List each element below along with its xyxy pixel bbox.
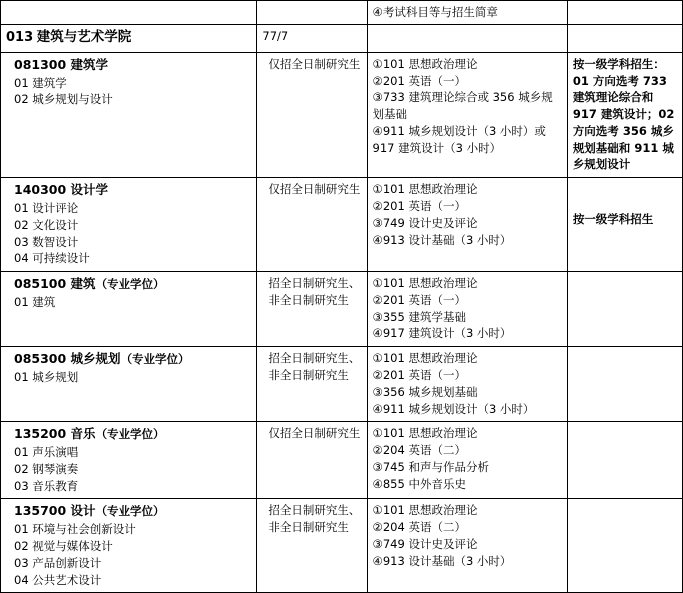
major-cell xyxy=(1,178,257,272)
major-cell xyxy=(1,422,257,499)
major-code: 085300 xyxy=(14,351,67,367)
exam-subjects-cell xyxy=(367,347,567,422)
exam-subjects-cell xyxy=(367,272,567,347)
list-item: ①101 思想政治理论 xyxy=(372,56,478,71)
department-name: 建筑与艺术学院 xyxy=(36,29,132,46)
list-item: ②201 英语（一） xyxy=(372,199,466,214)
note-cell xyxy=(567,272,682,347)
major-name: 音乐 xyxy=(70,426,96,442)
direction-list xyxy=(6,521,252,588)
list-item: ①101 思想政治理论 xyxy=(372,276,478,291)
list-item: ②204 英语（二） xyxy=(372,443,466,458)
major-code: 081300 xyxy=(14,56,67,72)
exam-subjects-cell xyxy=(367,52,567,177)
list-item: 01 城乡规划 xyxy=(14,370,79,384)
department-code: 013 xyxy=(6,30,34,46)
major-cell xyxy=(1,52,257,177)
list-item: ④911 城乡规划设计（3 小时）或 917 建筑设计（3 小时） xyxy=(372,123,546,155)
major-degree: （专业学位） xyxy=(95,504,165,519)
direction-list xyxy=(6,75,252,109)
note-cell xyxy=(567,347,682,422)
major-heading xyxy=(6,275,252,293)
major-heading xyxy=(6,181,252,199)
list-item: 01 环境与社会创新设计 xyxy=(14,522,136,537)
list-item: 01 建筑 xyxy=(14,294,56,309)
table-row xyxy=(1,422,683,499)
exam-list xyxy=(373,350,563,417)
major-name: 建筑 xyxy=(70,276,96,292)
table-row xyxy=(1,178,683,272)
department-count: 77/7 xyxy=(257,25,367,52)
list-item: 04 公共艺术设计 xyxy=(14,572,102,587)
exam-list xyxy=(373,181,563,248)
list-item: ③356 城乡规划基础 xyxy=(372,384,478,399)
partial-cell-note xyxy=(567,1,682,25)
study-mode-text: 招全日制研究生、非全日制研究生 xyxy=(268,276,361,307)
list-item: 02 钢琴演奏 xyxy=(14,461,79,476)
exam-subjects-cell xyxy=(367,178,567,272)
department-header-row xyxy=(1,25,683,52)
list-item: ④913 设计基础（3 小时） xyxy=(372,553,512,568)
major-heading xyxy=(6,350,252,368)
major-name: 设计学 xyxy=(70,182,109,198)
list-item: 02 视觉与媒体设计 xyxy=(14,539,113,553)
table-row xyxy=(1,347,683,422)
major-name: 城乡规划 xyxy=(70,351,121,367)
major-code: 140300 xyxy=(14,182,67,198)
list-item: ②204 英语（二） xyxy=(372,520,466,535)
list-item: ④917 建筑设计（3 小时） xyxy=(372,326,512,341)
list-item: ②201 英语（一） xyxy=(372,368,466,383)
list-item: 01 设计评论 xyxy=(14,201,79,215)
exam-subjects-cell xyxy=(367,499,567,593)
major-name: 设计 xyxy=(70,503,96,519)
partial-cell-exam: ④考试科目等与招生简章 xyxy=(367,1,567,25)
study-mode-text: 仅招全日制研究生 xyxy=(268,56,361,71)
list-item: 01 声乐演唱 xyxy=(14,445,79,460)
note-cell xyxy=(567,178,682,272)
study-mode-cell xyxy=(257,347,367,422)
list-item: 01 建筑学 xyxy=(14,75,67,90)
major-cell xyxy=(1,347,257,422)
list-item: 03 数智设计 xyxy=(14,234,79,249)
list-item: ③749 设计史及评论 xyxy=(372,215,478,230)
major-code: 085100 xyxy=(14,276,67,292)
list-item: ①101 思想政治理论 xyxy=(372,503,478,518)
list-item: ②201 英语（一） xyxy=(372,73,466,88)
study-mode-cell xyxy=(257,178,367,272)
major-name: 建筑学 xyxy=(70,56,109,72)
study-mode-text: 仅招全日制研究生 xyxy=(268,426,361,441)
list-item: ①101 思想政治理论 xyxy=(372,182,478,197)
direction-list xyxy=(6,444,252,494)
study-mode-text: 招全日制研究生、非全日制研究生 xyxy=(268,503,361,535)
list-item: ④913 设计基础（3 小时） xyxy=(372,232,512,247)
study-mode-cell xyxy=(257,422,367,499)
study-mode-text: 仅招全日制研究生 xyxy=(268,182,361,197)
major-heading xyxy=(6,502,252,520)
direction-list xyxy=(6,294,252,311)
study-mode-cell xyxy=(257,499,367,593)
department-note-blank xyxy=(567,25,682,52)
note-cell xyxy=(567,52,682,177)
list-item: 03 产品创新设计 xyxy=(14,555,102,570)
major-degree: （专业学位） xyxy=(120,352,190,367)
table-row-partial-top xyxy=(1,1,683,25)
exam-subjects-cell xyxy=(367,422,567,499)
list-item: ②201 英语（一） xyxy=(372,292,466,307)
exam-list xyxy=(373,502,563,569)
table-row xyxy=(1,272,683,347)
department-exam-blank xyxy=(367,25,567,52)
note-text: 按一级学科招生 xyxy=(572,212,654,227)
partial-cell-mode xyxy=(257,1,367,25)
department-title-cell xyxy=(1,25,257,52)
list-item: 02 文化设计 xyxy=(14,217,79,232)
table-row xyxy=(1,499,683,593)
list-item: ③733 建筑理论综合或 356 城乡规划基础 xyxy=(372,90,553,122)
exam-list xyxy=(373,275,563,342)
list-item: 03 音乐教育 xyxy=(14,478,79,493)
study-mode-text: 招全日制研究生、非全日制研究生 xyxy=(268,351,361,383)
study-mode-cell xyxy=(257,272,367,347)
major-degree: （专业学位） xyxy=(95,427,165,442)
note-cell xyxy=(567,499,682,593)
list-item: ③749 设计史及评论 xyxy=(372,537,478,552)
direction-list xyxy=(6,200,252,267)
list-item: ①101 思想政治理论 xyxy=(372,426,478,441)
exam-list xyxy=(373,56,563,157)
major-code: 135700 xyxy=(14,503,67,519)
list-item: ③745 和声与作品分析 xyxy=(372,459,489,474)
note-cell xyxy=(567,422,682,499)
exam-list xyxy=(373,425,563,492)
note-text: 按一级学科招生：01 方向选考 733 建筑理论综合和 917 建筑设计；02 方向选考 356 城乡规划基础和 911 城乡规划设计 xyxy=(572,56,675,172)
major-code: 135200 xyxy=(14,426,67,442)
major-degree: （专业学位） xyxy=(95,277,165,292)
list-item: ④911 城乡规划设计（3 小时） xyxy=(372,401,535,416)
partial-cell-major xyxy=(1,1,257,25)
study-mode-cell xyxy=(257,52,367,177)
major-cell xyxy=(1,499,257,593)
table-row xyxy=(1,52,683,177)
list-item: 02 城乡规划与设计 xyxy=(14,92,113,107)
direction-list xyxy=(6,369,252,386)
list-item: 04 可持续设计 xyxy=(14,251,90,266)
major-cell xyxy=(1,272,257,347)
list-item: ③355 建筑学基础 xyxy=(372,309,466,324)
list-item: ①101 思想政治理论 xyxy=(372,351,478,366)
major-heading xyxy=(6,425,252,443)
list-item: ④855 中外音乐史 xyxy=(372,476,466,491)
major-heading xyxy=(6,56,252,74)
